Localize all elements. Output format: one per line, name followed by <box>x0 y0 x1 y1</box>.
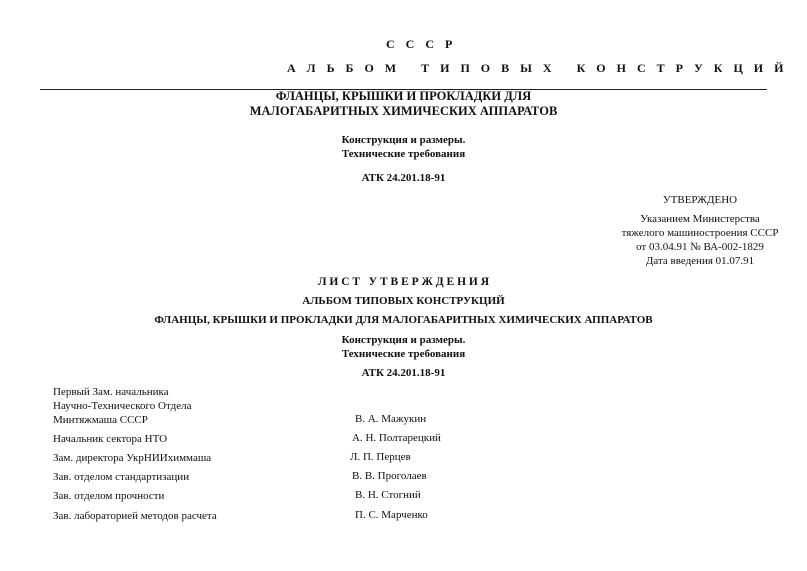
document-subtitle-line-1: Конструкция и размеры. <box>341 134 466 146</box>
signatory-name: А. Н. Полтарецкий <box>352 432 441 444</box>
signatory-name: П. С. Марченко <box>355 509 428 521</box>
document-title-line-2: МАЛОГАБАРИТНЫХ ХИМИЧЕСКИХ АППАРАТОВ <box>249 104 558 118</box>
signatory-position: Зав. отделом стандартизации <box>53 471 190 483</box>
signatory-position: Минтяжмаша СССР <box>53 414 148 426</box>
signatory-position: Научно-Технического Отдела <box>53 400 192 412</box>
signatory-position: Первый Зам. начальника <box>53 386 169 398</box>
approval-heading: УТВЕРЖДЕНО <box>662 194 738 206</box>
signatory-name: В. Н. Стогний <box>355 489 421 501</box>
album-header: А Л Ь Б О М Т И П О В Ы Х К О Н С Т Р У К Ц И Й <box>287 61 788 75</box>
document-code: АТК 24.201.18-91 <box>361 172 446 184</box>
signatory-position: Зам. директора УкрНИИхиммаша <box>53 452 212 464</box>
sheet-heading: Л И С Т У Т В Е Р Ж Д Е Н И Я <box>317 276 490 288</box>
sheet-subtitle-line-2: Технические требования <box>341 348 466 360</box>
signatory-name: В. В. Проголаев <box>352 470 427 482</box>
signatory-position: Зав. отделом прочности <box>53 490 165 502</box>
country-header: С С С Р <box>386 37 457 51</box>
signatory-position: Зав. лабораторией методов расчета <box>53 510 217 522</box>
approval-line-2: тяжелого машиностроения СССР <box>621 227 779 239</box>
sheet-title: ФЛАНЦЫ, КРЫШКИ И ПРОКЛАДКИ ДЛЯ МАЛОГАБАРИТНЫХ ХИМИЧЕСКИХ АППАРАТОВ <box>154 314 653 326</box>
signatory-position: Начальник сектора НТО <box>53 433 168 445</box>
approval-line-4: Дата введения 01.07.91 <box>645 255 755 267</box>
document-title-line-1: ФЛАНЦЫ, КРЫШКИ И ПРОКЛАДКИ ДЛЯ <box>275 89 532 103</box>
signatory-name: Л. П. Перцев <box>350 451 411 463</box>
document-subtitle-line-2: Технические требования <box>341 148 466 160</box>
signatory-name: В. А. Мажукин <box>355 413 427 425</box>
approval-line-1: Указанием Министерства <box>640 213 760 225</box>
sheet-album: АЛЬБОМ ТИПОВЫХ КОНСТРУКЦИЙ <box>302 295 505 307</box>
sheet-code: АТК 24.201.18-91 <box>361 367 446 379</box>
approval-line-3: от 03.04.91 № ВА-002-1829 <box>636 241 764 253</box>
sheet-subtitle-line-1: Конструкция и размеры. <box>341 334 466 346</box>
